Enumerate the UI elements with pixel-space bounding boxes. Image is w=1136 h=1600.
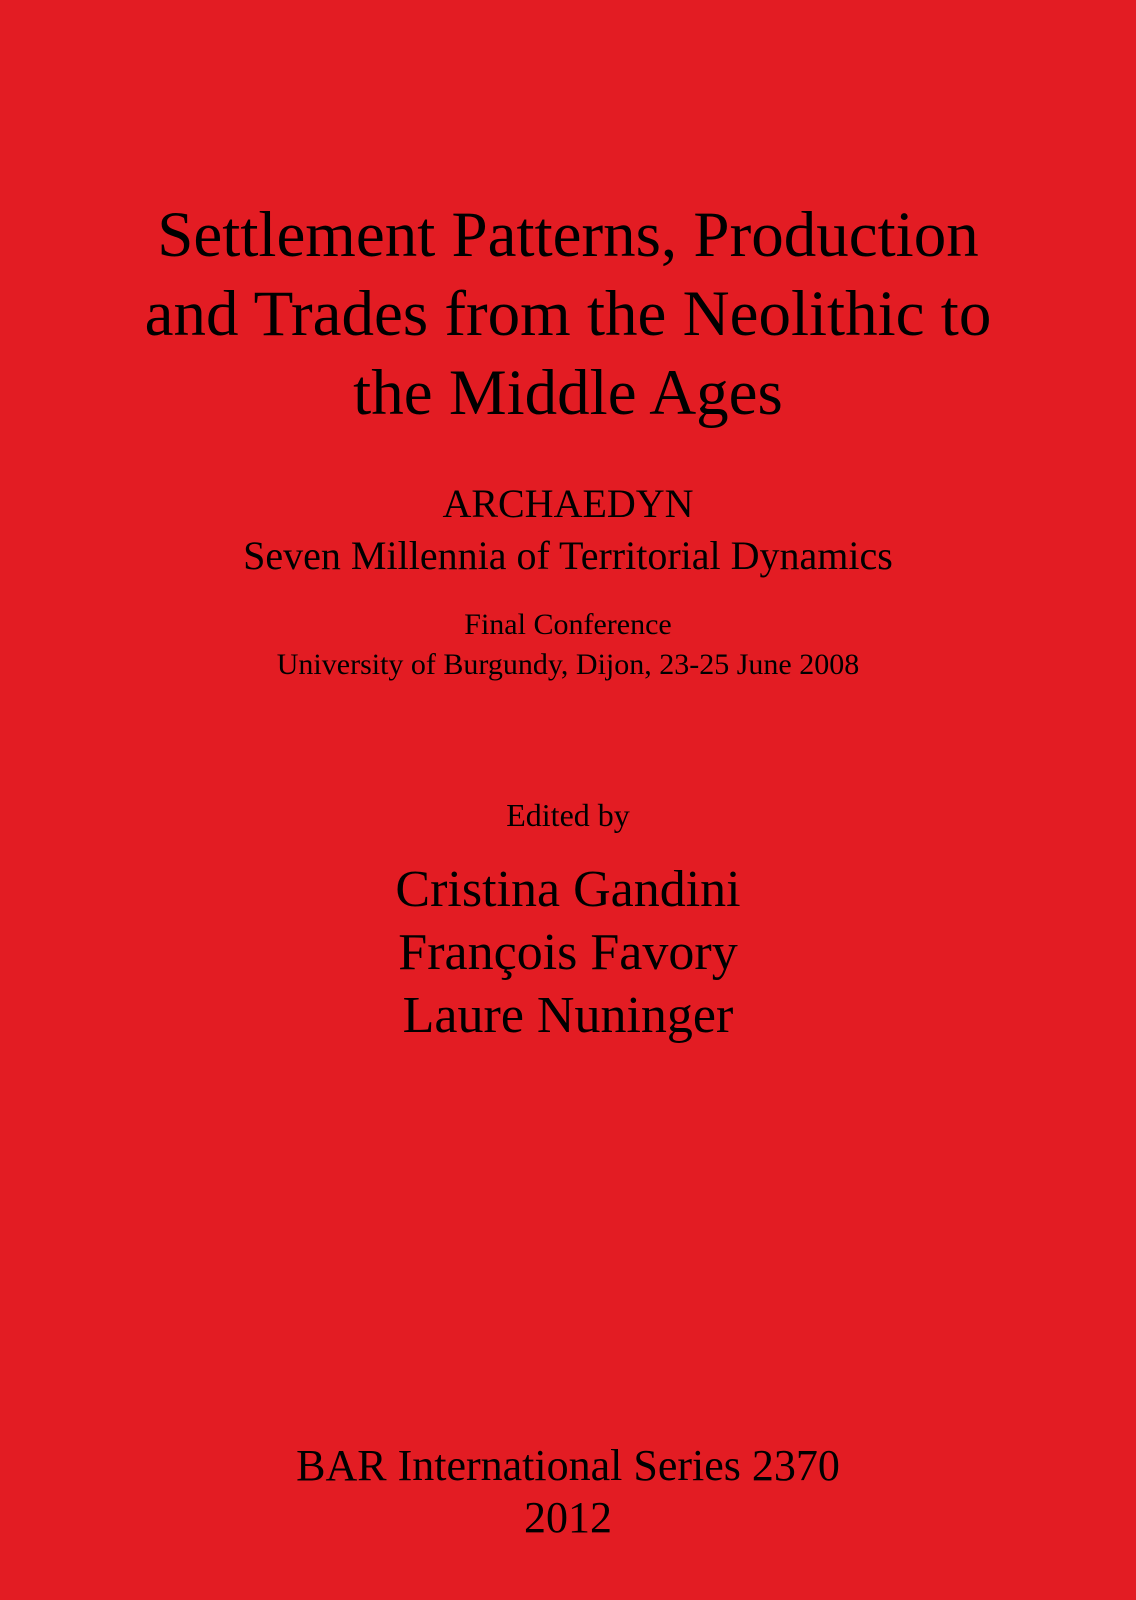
edited-by-text: Edited by [506,797,630,833]
project-name: ARCHAEDYN [442,481,694,526]
book-title [0,196,1136,433]
title-line-2: and Trades from the Neolithic to [144,278,992,350]
title-line-1: Settlement Patterns, Production [157,199,979,271]
title-line-3: the Middle Ages [353,357,783,429]
conference-venue-date: University of Burgundy, Dijon, 23-25 June 2008 [276,648,860,681]
edited-by-label [0,795,1136,835]
series-name: BAR International Series 2370 [296,1441,840,1490]
conference-info [0,605,1136,685]
editors-list [0,858,1136,1047]
editor-name: Cristina Gandini [395,861,741,918]
project-heading [0,478,1136,582]
series-info [0,1440,1136,1544]
conference-name: Final Conference [464,608,672,641]
publication-year: 2012 [524,1493,612,1542]
project-subtitle: Seven Millennia of Territorial Dynamics [243,533,893,578]
editor-name: François Favory [398,924,738,981]
editor-name: Laure Nuninger [402,987,734,1044]
